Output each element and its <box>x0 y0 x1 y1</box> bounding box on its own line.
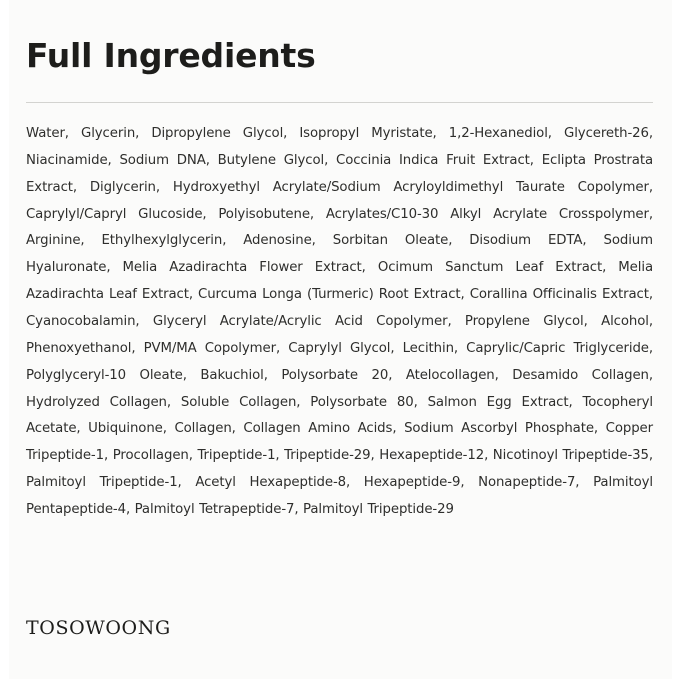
page-title: Full Ingredients <box>26 36 316 75</box>
page-content <box>26 0 653 679</box>
brand-wordmark: TOSOWOONG <box>26 617 171 639</box>
title-divider <box>26 102 653 103</box>
page-right-margin <box>672 0 679 679</box>
page-left-margin <box>0 0 9 679</box>
ingredients-list-text: Water, Glycerin, Dipropylene Glycol, Isopropyl Myristate, 1,2-Hexanediol, Glycereth-26, Niacinamide, Sodium DNA, Butylene Glycol, Coccinia Indica Fruit Extract, Eclipta Prostrata Extract, Diglycerin, Hydroxyethyl Acrylate/Sodium Acryloyldimethyl Taurate Copolymer, Caprylyl/Capryl Glucoside, Polyisobutene, Acrylates/C10-30 Alkyl Acrylate Crosspolymer, Arginine, Ethylhexylglycerin, Adenosine, Sorbitan Oleate, Disodium EDTA, Sodium Hyaluronate, Melia Azadirachta Flower Extract, Ocimum Sanctum Leaf Extract, Melia Azadirachta Leaf Extract, Curcuma Longa (Turmeric) Root Extract, Corallina Officinalis Extract, Cyanocobalamin, Glyceryl Acrylate/Acrylic Acid Copolymer, Propylene Glycol, Alcohol, Phenoxyethanol, PVM/MA Copolymer, Caprylyl Glycol, Lecithin, Caprylic/Capric Triglyceride, Polyglyceryl-10 Oleate, Bakuchiol, Polysorbate 20, Atelocollagen, Desamido Collagen, Hydrolyzed Collagen, Soluble Collagen, Polysorbate 80, Salmon Egg Extract, Tocopheryl Acetate, Ubiquinone, Collagen, Collagen Amino Acids, Sodium Ascorbyl Phosphate, Copper Tripeptide-1, Procollagen, Tripeptide-1, Tripeptide-29, Hexapeptide-12, Nicotinoyl Tripeptide-35, Palmitoyl Tripeptide-1, Acetyl Hexapeptide-8, Hexapeptide-9, Nonapeptide-7, Palmitoyl Pentapeptide-4, Palmitoyl Tetrapeptide-7, Palmitoyl Tripeptide-29 <box>26 126 653 518</box>
